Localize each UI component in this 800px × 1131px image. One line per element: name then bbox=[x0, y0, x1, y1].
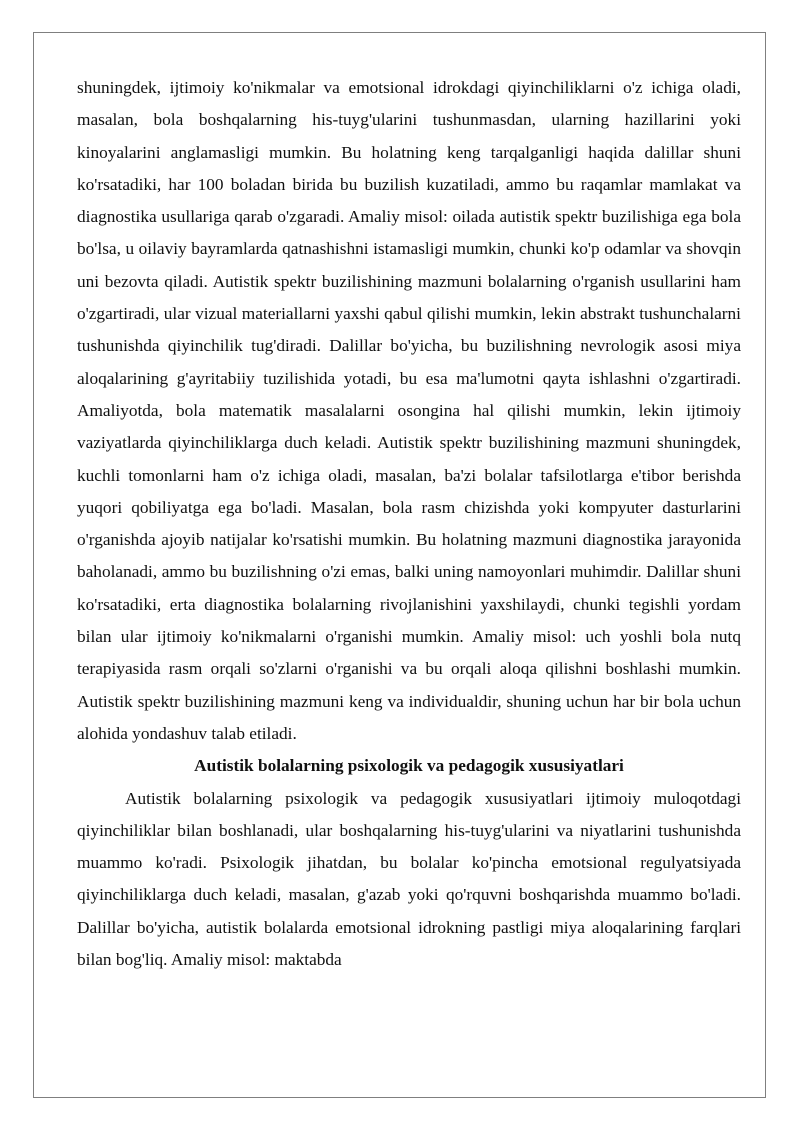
body-paragraph-continued: shuningdek, ijtimoiy ko'nikmalar va emotsional idrokdagi qiyinchiliklarni o'z ichiga oladi, masalan, bola boshqalarning his-tuyg'ularini tushunmasdan, ularning hazillarini yoki kinoyalarini anglamasligi mumkin. Bu holatning keng tarqalganligi haqida dalillar shuni ko'rsatadiki, har 100 boladan birida bu buzilish kuzatiladi, ammo bu raqamlar mamlakat va diagnostika usullariga qarab o'zgaradi. Amaliy misol: oilada autistik spektr buzilishiga ega bola bo'lsa, u oilaviy bayramlarda qatnashishni istamasligi mumkin, chunki ko'p odamlar va shovqin uni bezovta qiladi. Autistik spektr buzilishining mazmuni bolalarning o'rganish usullarini ham o'zgartiradi, ular vizual materiallarni yaxshi qabul qilishi mumkin, lekin abstrakt tushunchalarni tushunishda qiyinchilik tug'diradi. Dalillar bo'yicha, bu buzilishning nevrologik asosi miya aloqalarining g'ayritabiiy tuzilishida yotadi, bu esa ma'lumotni qayta ishlashni o'zgartiradi. Amaliyotda, bola matematik masalalarni osongina hal qilishi mumkin, lekin ijtimoiy vaziyatlarda qiyinchiliklarga duch keladi. Autistik spektr buzilishining mazmuni shuningdek, kuchli tomonlarni ham o'z ichiga oladi, masalan, ba'zi bolalar tafsilotlarga e'tibor berishda yuqori qobiliyatga ega bo'ladi. Masalan, bola rasm chizishda yoki kompyuter dasturlarini o'rganishda ajoyib natijalar ko'rsatishi mumkin. Bu holatning mazmuni diagnostika jarayonida baholanadi, ammo bu buzilishning o'zi emas, balki uning namoyonlari muhimdir. Dalillar shuni ko'rsatadiki, erta diagnostika bolalarning rivojlanishini yaxshilaydi, chunki tegishli yordam bilan ular ijtimoiy ko'nikmalarni o'rganishi mumkin. Amaliy misol: uch yoshli bola nutq terapiyasida rasm orqali so'zlarni o'rganishi va bu orqali aloqa qilishni boshlashi mumkin. Autistik spektr buzilishining mazmuni keng va individualdir, shuning uchun har bir bola uchun alohida yondashuv talab etiladi. bbox=[77, 78, 741, 743]
section-heading: Autistik bolalarning psixologik va pedagogik xususiyatlari bbox=[194, 756, 624, 776]
body-paragraph: Autistik bolalarning psixologik va pedagogik xususiyatlari ijtimoiy muloqotdagi qiyinchiliklar bilan boshlanadi, ular boshqalarning his-tuyg'ularini va niyatlarini tushunishda muammo ko'radi. Psixologik jihatdan, bu bolalar ko'pincha emotsional regulyatsiyada qiyinchiliklarga duch keladi, masalan, g'azab yoki qo'rquvni boshqarishda muammo bo'ladi. Dalillar bo'yicha, autistik bolalarda emotsional idrokning pastligi miya aloqalarining farqlari bilan bog'liq. Amaliy misol: maktabda bbox=[77, 788, 741, 970]
document-body bbox=[77, 72, 741, 976]
